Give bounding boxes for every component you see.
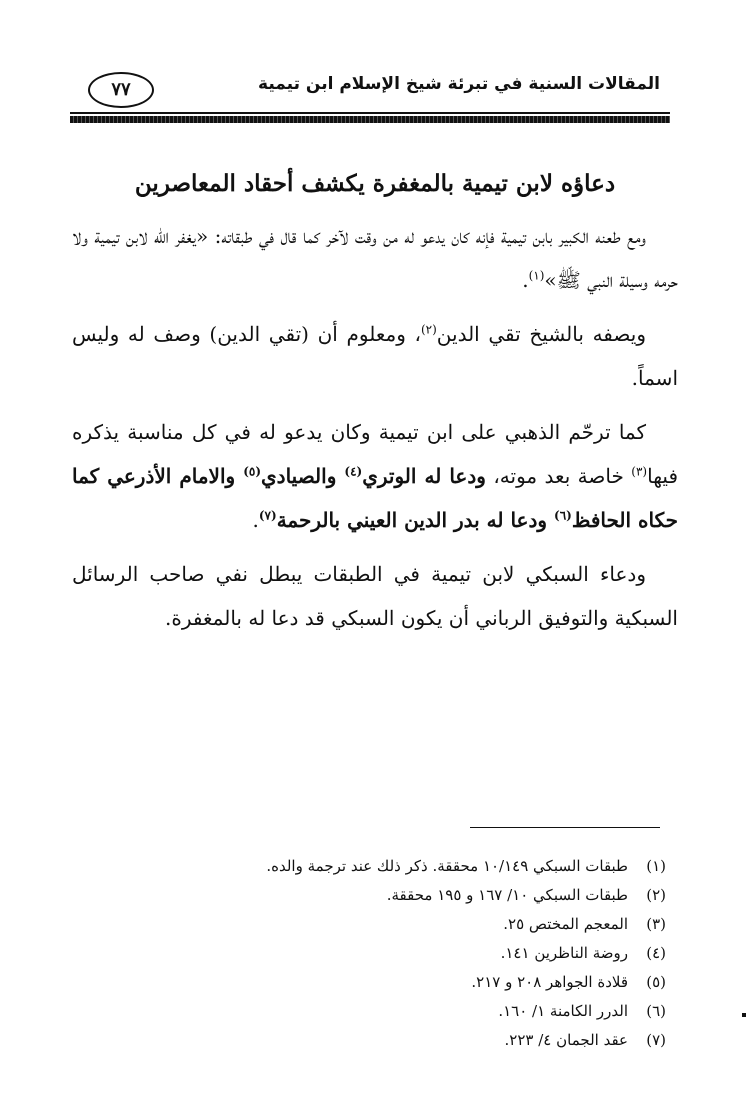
footnote-item <box>266 910 666 939</box>
paragraph-1-text: ومع طعنه الكبير بابن تيمية فإنه كان يدعو له من وقت لآخر كما قال في طبقاته: «يغفر الله لابن تيمية ولا حرمه وسيلة النبي ﷺ» <box>72 224 678 292</box>
footnote-number: (٣) <box>646 915 666 933</box>
footnote-text: طبقات السبكي ١٠/١٤٩ محققة. ذكر ذلك عند ترجمة والده. <box>266 857 628 875</box>
header-rule-thin <box>70 112 670 114</box>
footnote-ref-5: (٥) <box>243 464 262 479</box>
footnote-separator <box>470 827 660 828</box>
footnote-item <box>266 997 666 1026</box>
paragraph-3-text: كما ترحّم الذهبي على ابن تيمية وكان يدعو له في كل مناسبة يذكره فيها <box>72 420 679 488</box>
paragraph-1 <box>72 214 678 302</box>
body-text <box>72 214 678 650</box>
paragraph-3-end: . <box>252 508 259 532</box>
paragraph-3-bold-4: ودعا له بدر الدين العيني بالرحمة <box>276 508 555 532</box>
footnote-text: قلادة الجواهر ٢٠٨ و ٢١٧. <box>471 973 628 991</box>
footnote-ref-1: (١) <box>528 268 545 283</box>
footnote-ref-4: (٤) <box>344 464 363 479</box>
paragraph-2-end: ، ومعلوم أن (تقي الدين) وصف له وليس اسماً. <box>72 322 678 390</box>
footnote-ref-3: (٣) <box>631 464 648 479</box>
paragraph-3 <box>72 410 678 542</box>
footnote-number: (٦) <box>646 1002 666 1020</box>
book-title: المقالات السنية في تبرئة شيخ الإسلام ابن تيمية <box>258 74 660 94</box>
paragraph-4: ودعاء السبكي لابن تيمية في الطبقات يبطل نفي صاحب الرسائل السبكية والتوفيق الرباني أن يكون السبكي قد دعا له بالمغفرة. <box>72 562 678 630</box>
footnote-number: (١) <box>646 857 666 875</box>
footnote-item <box>266 852 666 881</box>
footnote-ref-2: (٢) <box>420 322 437 337</box>
paragraph-3-bold-3: والامام الأذرعي كما حكاه الحافظ <box>72 464 678 532</box>
paragraph-3-bold-2: والصيادي <box>261 464 345 488</box>
footnote-number: (٧) <box>646 1031 666 1049</box>
footnote-number: (٤) <box>646 944 666 962</box>
paragraph-3-bold-1: ودعا له الوتري <box>362 464 486 488</box>
header-rule-thick <box>70 116 670 123</box>
footnote-item <box>266 1026 666 1055</box>
footnote-text: المعجم المختص ٢٥. <box>503 915 628 933</box>
footnote-ref-6: (٦) <box>554 508 572 523</box>
footnote-item <box>266 881 666 910</box>
section-heading: دعاؤه لابن تيمية بالمغفرة يكشف أحقاد المعاصرين <box>134 170 616 197</box>
footnote-number: (٢) <box>646 886 666 904</box>
page-number: ٧٧ <box>88 72 154 108</box>
footnote-number: (٥) <box>646 973 666 991</box>
paragraph-2-text: ويصفه بالشيخ تقي الدين <box>436 322 646 346</box>
footnote-item <box>266 939 666 968</box>
footnotes-list <box>266 852 666 1055</box>
paragraph-2 <box>72 312 678 400</box>
footnote-text: طبقات السبكي ١٠/ ١٦٧ و ١٩٥ محققة. <box>386 886 628 904</box>
footnote-text: عقد الجمان ٤/ ٢٢٣. <box>504 1031 628 1049</box>
footnote-item <box>266 968 666 997</box>
footnote-ref-7: (٧) <box>258 508 277 523</box>
paragraph-1-end: . <box>522 268 529 292</box>
footnote-text: الدرر الكامنة ١/ ١٦٠. <box>498 1002 628 1020</box>
scan-mark <box>742 1013 746 1017</box>
footnote-text: روضة الناظرين ١٤١. <box>500 944 628 962</box>
paragraph-3-text-2: خاصة بعد موته، <box>485 464 632 488</box>
